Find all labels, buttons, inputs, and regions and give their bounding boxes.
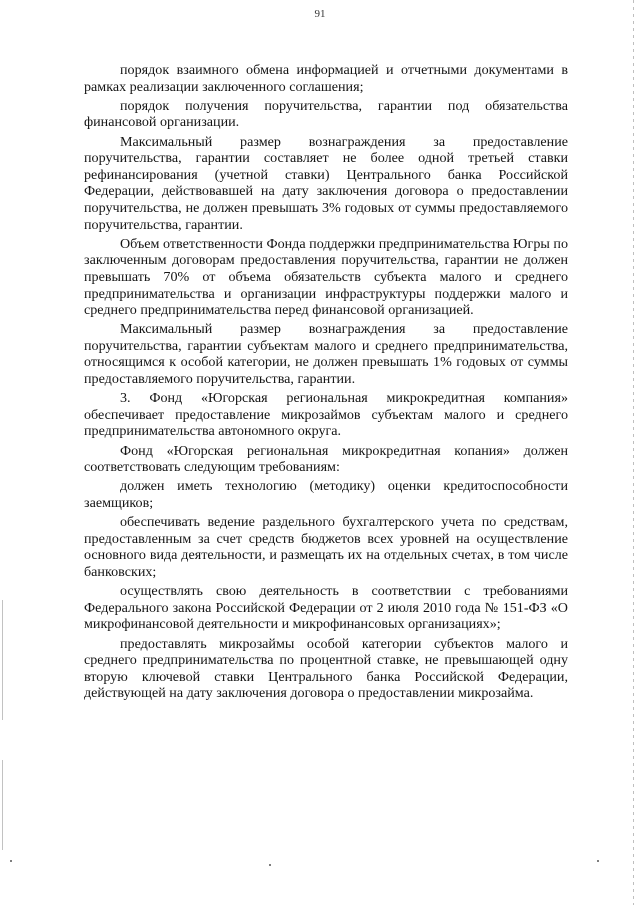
scan-speck	[597, 860, 599, 862]
paragraph-separate-accounting: обеспечивать ведение раздельного бухгалтерского учета по средствам, предоставленным за счет средств бюджетов всех уровней на осуществление основного вида деятельности, и размещать их на отдельных счетах, в том числе банковских;	[84, 514, 568, 580]
scan-edge-left-mark	[2, 760, 3, 850]
paragraph-microloans-rate: предоставлять микрозаймы особой категории субъектов малого и среднего предпринимательства по процентной ставке, не превышающей одну вторую ключевой ставки Центрального банка Российской Федерации, действующей на дату заключения договора о предоставлении микрозайма.	[84, 635, 568, 702]
scan-speck	[269, 864, 271, 866]
paragraph-federal-law: осуществлять свою деятельность в соответствии с требованиями Федерального закона Российской Федерации от 2 июля 2010 года № 151-ФЗ «О микрофинансовой деятельности и микрофинансовых организациях»;	[84, 583, 568, 633]
paragraph-liability-volume: Объем ответственности Фонда поддержки предпринимательства Югры по заключенным договорам предоставления поручительства, гарантии не должен превышать 70% от объема обязательств субъекта малого и среднего предпринимательства и организации инфраструктуры поддержки малого и среднего предпринимательства перед финансовой организацией.	[84, 235, 568, 319]
document-text	[84, 62, 568, 702]
paragraph-credit-methodology: должен иметь технологию (методику) оценки кредитоспособности заемщиков;	[84, 478, 568, 511]
scan-speck	[10, 860, 12, 862]
paragraph-microcredit-fund: 3. Фонд «Югорская региональная микрокредитная компания» обеспечивает предоставление микрозаймов субъектам малого и среднего предпринимательства автономного округа.	[84, 390, 568, 440]
page-number: 91	[314, 8, 326, 20]
paragraph-max-fee: Максимальный размер вознаграждения за предоставление поручительства, гарантии составляет не более одной третьей ставки рефинансирования (учетной ставки) Центрального банка Российской Федерации, действовавшей на дату заключения договора о предоставлении поручительства, не должен превышать 3% годовых от суммы предоставляемого поручительства, гарантии.	[84, 133, 568, 233]
scan-edge-left-mark	[2, 600, 3, 720]
paragraph-exchange-procedure: порядок взаимного обмена информацией и отчетными документами в рамках реализации заключенного соглашения;	[84, 62, 568, 95]
scan-edge-right	[633, 0, 634, 905]
paragraph-max-fee-special: Максимальный размер вознаграждения за предоставление поручительства, гарантии субъектам малого и среднего предпринимательства, относящимся к особой категории, не должен превышать 1% годовых от суммы предоставляемого поручительства, гарантии.	[84, 321, 568, 388]
paragraph-fund-requirements: Фонд «Югорская региональная микрокредитная копания» должен соответствовать следующим требованиям:	[84, 442, 568, 476]
paragraph-guarantee-procedure: порядок получения поручительства, гарантии под обязательства финансовой организации.	[84, 97, 568, 131]
